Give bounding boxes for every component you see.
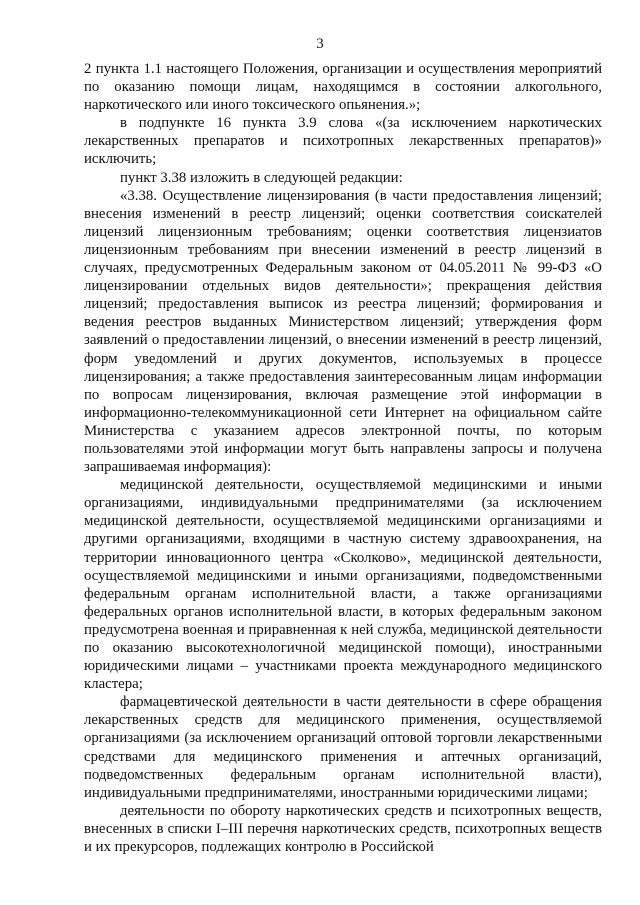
- paragraph-narcotics-turnover: деятельности по обороту наркотических средств и психотропных веществ, внесенных в списки I–III перечня наркотических средств, психотропных веществ и их прекурсоров, подлежащих контролю в Российской: [84, 802, 602, 856]
- paragraph-medical-activity: медицинской деятельности, осуществляемой медицинскими и иными организациями, индивидуальными предпринимателями (за исключением медицинской деятельности, осуществляемой медицинскими организациями и другими организациями, входящими в частную систему здравоохранения, на территории инновационного центра «Сколково», медицинской деятельности, осуществляемой медицинскими и иными организациями, подведомственными федеральным органам исполнительной власти, а также организациями федеральных органов исполнительной власти, в которых федеральным законом предусмотрена военная и приравненная к ней служба, медицинской деятельности по оказанию высокотехнологичной медицинской помощи), иностранными юридическими лицами – участниками проекта международного медицинского кластера;: [84, 477, 602, 693]
- paragraph-amendment-3-38-intro: пункт 3.38 изложить в следующей редакции:: [120, 169, 403, 186]
- page-number: 3: [316, 36, 324, 52]
- paragraph-3-38-text: «3.38. Осуществление лицензирования (в части предоставления лицензий; внесения изменений в реестр лицензий; оценки соответствия соискателей лицензий лицензионным требованиям; оценки соответствия лицензиатов лицензионным требованиям при внесении изменений в реестр лицензий в случаях, предусмотренных Федеральным законом от 04.05.2011 № 99-ФЗ «О лицензировании отдельных видов деятельности»; прекращения действия лицензий; предоставления выписок из реестра лицензий; формирования и ведения реестров выданных Министерством лицензий; утверждения форм заявлений о предоставлении лицензий, о внесении изменений в реестр лицензий, форм уведомлений и других документов, используемых в процессе лицензирования; а также предоставления заинтересованным лицам информации по вопросам лицензирования, включая размещение этой информации в информационно-телекоммуникационной сети Интернет на официальном сайте Министерства с указанием адресов электронной почты, по которым пользователями этой информации могут быть направлены запросы и получена запрашиваемая информация):: [84, 187, 602, 476]
- paragraph-pharmaceutical-activity: фармацевтической деятельности в части деятельности в сфере обращения лекарственных средств для медицинского применения, осуществляемой организациями (за исключением организаций оптовой торговли лекарственными средствами для медицинского применения и аптечных организаций, подведомственных федеральным органам исполнительной власти), индивидуальными предпринимателями, иностранными юридическими лицами;: [84, 694, 602, 801]
- paragraph-continuation: 2 пункта 1.1 настоящего Положения, организации и осуществления мероприятий по оказанию помощи лицам, находящимся в состоянии алкогольного, наркотического или иного токсического опьянения.»;: [84, 61, 602, 114]
- paragraph-amendment-3-9: в подпункте 16 пункта 3.9 слова «(за исключением наркотических лекарственных препаратов и психотропных лекарственных препаратов)» исключить;: [84, 115, 602, 168]
- document-body: [84, 60, 602, 856]
